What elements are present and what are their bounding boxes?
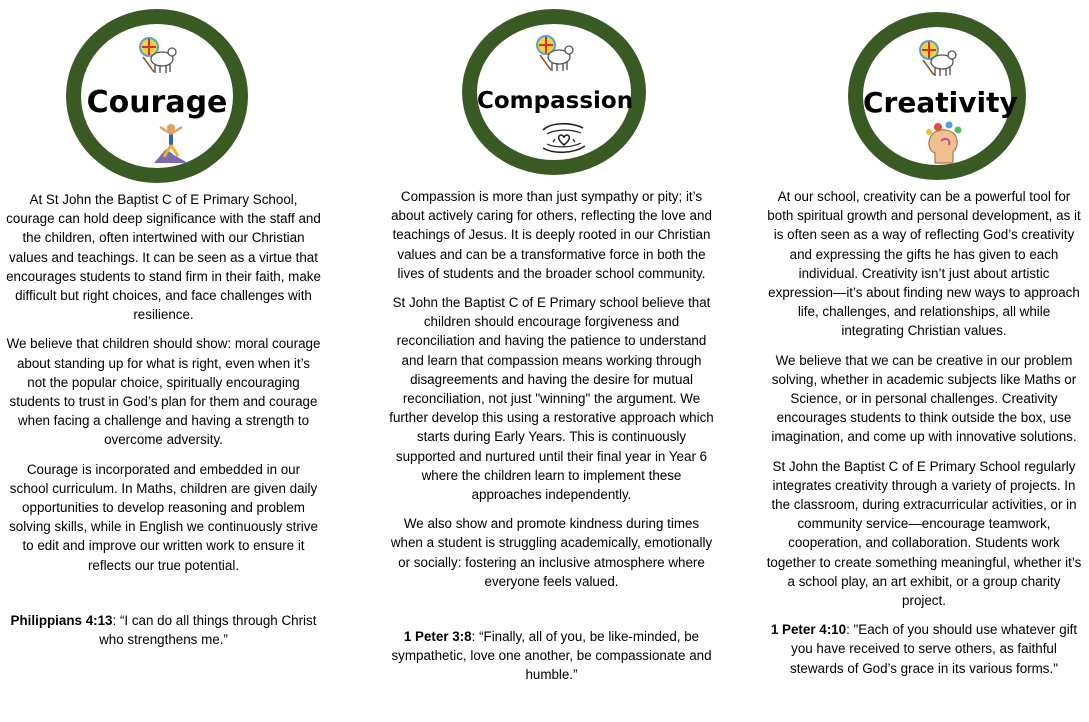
climber-summit-icon	[152, 123, 190, 168]
bible-verse	[6, 611, 321, 649]
creativity-column	[765, 187, 1083, 688]
verse-reference: 1 Peter 4:10	[770, 622, 847, 638]
paragraph: Compassion is more than just sympathy or pity; it’s about actively caring for others, reflecting the love and teachings of Jesus. It is deeply rooted in our Christian values and can be a transformative force in both the lives of students and the broader school community.	[391, 189, 712, 281]
courage-column	[6, 190, 321, 659]
badge-title: Courage	[86, 85, 228, 120]
compassion-badge	[462, 9, 646, 175]
paragraph: St John the Baptist C of E Primary school believe that children should encourage forgiveness and reconciliation and having the patience to understand and learn that compassion means working through disagreements and having the desire for mutual reconciliation, not just "winning" the argument. We further develop this using a restorative approach which starts during Early Years. This is continuously supported and nurtured until their final year in Year 6 where the children learn to implement these approaches independently.	[389, 295, 714, 503]
courage-badge	[66, 9, 248, 183]
verse-reference: 1 Peter 3:8	[403, 629, 472, 645]
verse-text: : “Finally, all of you, be like-minded, be sympathetic, love one another, be compassionate and humble.”	[391, 629, 712, 683]
paragraph: We believe that we can be creative in our problem solving, whether in academic subjects like Maths or Science, or in personal challenges. Creativity encourages students to think outside the box, use imagination, and come up with innovative solutions.	[771, 352, 1077, 445]
hands-heart-icon	[541, 118, 587, 161]
lamb-cross-icon	[916, 39, 960, 84]
paragraph: At St John the Baptist C of E Primary School, courage can hold deep significance with the staff and the children, often intertwined with our Christian values and teachings. It can be seen as a virtue that encourages students to stand firm in their faith, make difficult but right choices, and face challenges with resilience.	[6, 192, 321, 323]
creativity-badge	[848, 12, 1026, 180]
bible-verse	[389, 627, 714, 685]
badge-title: Creativity	[863, 86, 1018, 119]
paragraph: We also show and promote kindness during times when a student is struggling academically, emotionally or socially: fostering an inclusive atmosphere where everyone feels valued.	[390, 516, 713, 589]
lamb-cross-icon	[136, 36, 180, 81]
paragraph: We believe that children should show: moral courage about standing up for what is right, even when it’s not the popular choice, spiritually encouraging students to trust in God’s plan for them and courage when facing a challenge and having a strength to overcome adversity.	[6, 336, 321, 448]
creative-head-icon	[925, 121, 965, 170]
badge-title: Compassion	[477, 88, 634, 114]
bible-verse	[765, 620, 1083, 678]
verse-text: : “I can do all things through Christ who strengthens me.”	[99, 612, 317, 648]
lamb-cross-icon	[533, 34, 577, 79]
verse-reference: Philippians 4:13	[10, 612, 113, 628]
compassion-column	[389, 187, 714, 695]
paragraph: St John the Baptist C of E Primary School regularly integrates creativity through a variety of projects. In the classroom, during extracurricular activities, or in community service—encourage teamwork, cooperation, and collaboration. Students work together to create something meaningful, whether it’s a school play, an art exhibit, or a group charity project.	[766, 458, 1082, 609]
paragraph: At our school, creativity can be a powerful tool for both spiritual growth and personal development, as it is often seen as a way of reflecting God’s creativity and expressing the gifts he has given to each individual. Creativity isn’t just about artistic expression—it’s about finding new ways to approach life, challenges, and relationships, all while integrating Christian values.	[767, 189, 1081, 339]
verse-text: : "Each of you should use whatever gift you have received to serve others, as faithful stewards of God’s grace in its various forms."	[790, 622, 1078, 676]
paragraph: Courage is incorporated and embedded in our school curriculum. In Maths, children are given daily opportunities to develop reasoning and problem solving skills, while in English we continuously strive to edit and improve our written work to ensure it reflects our true potential.	[9, 461, 318, 573]
